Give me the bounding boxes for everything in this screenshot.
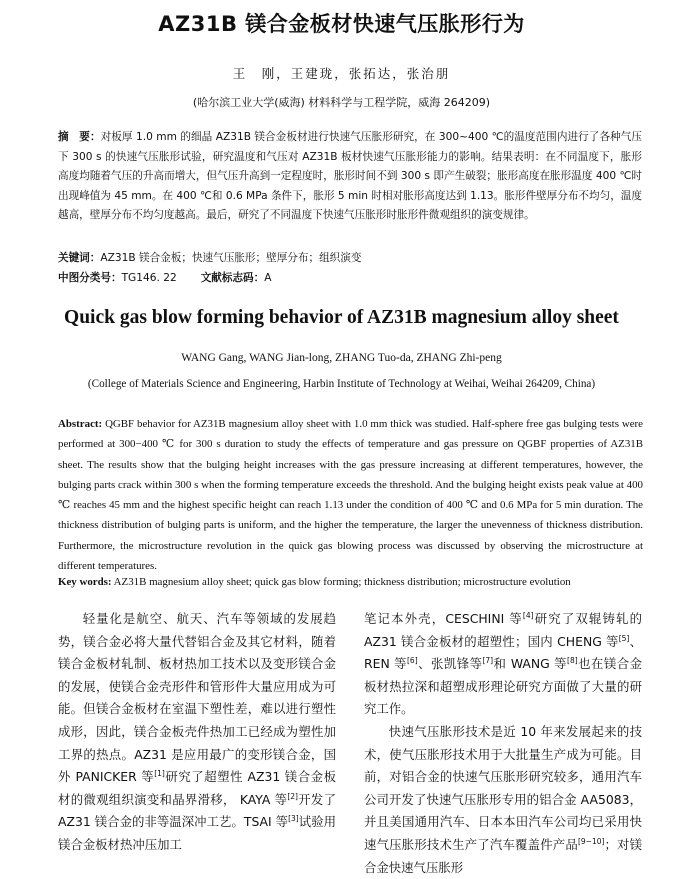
body-paragraph — [364, 721, 642, 879]
body-text: 、REN 等 — [364, 633, 643, 672]
abstract-en-text: QGBF behavior for AZ31B magnesium alloy sheet with 1.0 mm thick was studied. Half-sphere free gas bulging tests were performed at 300−400 ℃ for 300 s duration to study the effects of temperature and gas pressure on QGBF properties of AZ31B sheet. The results show that the bulging height increases with the gas pressure increasing at different temperatures, however, the bulging parts crack within 300 s when the forming temperature exceeds the threshold. And the bulging height exists peak value at 400 ℃ reaches 45 mm and the highest specific height can reach 1.13 under the condition of 400 ℃ and 0.6 MPa for 5 min duration. The thickness distribution of bulging parts is uniform, and the higher the temperature, the larger the unevenness of thickness distribution. Furthermore, the microstructure revolution in the quick gas blowing process was discussed by observing the microstructure at different temperatures. — [58, 418, 643, 573]
citation: [4] — [522, 611, 534, 620]
body-text: 也在镁合金板材热拉深和超塑成形理论研究方面做了大量的研究工作。 — [364, 656, 642, 717]
abstract-cn-text: 对板厚 1.0 mm 的细晶 AZ31B 镁合金板材进行快速气压胀形研究，在 300~400 ℃的温度范围内进行了各种气压下 300 s 的快速气压胀形试验，研究温度和气压对 AZ31B 板材快速气压胀形能力的影响。结果表明：在不同温度下，胀形高度均随着气压的升高而增大，但气压升高到一定程度时，胀形时间不到 300 s 即产生破裂；胀形高度在胀形温度 400 ℃时出现峰值为 45 mm。在 400 ℃和 0.6 MPa 条件下，胀形 5 min 时相对胀形高度达到 1.13。胀形件壁厚分布不均匀，温度越高，壁厚分布不均匀度越高。最后，研究了不同温度下快速气压胀形时胀形件微观组织的演变规律。 — [58, 131, 642, 222]
keywords-en-text: AZ31B magnesium alloy sheet; quick gas blow forming; thickness distribution; microstructure evolution — [113, 576, 571, 588]
keywords-en-label: Key words: — [58, 576, 112, 588]
citation: [7] — [482, 656, 494, 666]
body-text: 笔记本外壳，CESCHINI 等 — [364, 611, 523, 626]
body-text: 和 WANG 等 — [493, 656, 568, 672]
body-text: 研究了超塑性 AZ31 镁合金板材的微观组织演变和晶界滑移， KAYA 等 — [58, 769, 337, 807]
body-text: 开发了 AZ31 镁合金的非等温深冲工艺。TSAI 等 — [58, 791, 337, 830]
body-column-right — [364, 608, 642, 879]
authors-en: WANG Gang, WANG Jian-long, ZHANG Tuo-da, ZHANG Zhi-peng — [181, 352, 502, 364]
affiliation-en: (College of Materials Science and Engineering, Harbin Institute of Technology at Weihai, Weihai 264209, China) — [87, 378, 596, 390]
abstract-cn — [58, 128, 642, 226]
body-paragraph — [364, 608, 642, 721]
body-text: 研究了双辊铸轧的 AZ31 镁合金板材的超塑性；国内 CHENG 等 — [364, 611, 642, 649]
classification-line — [58, 269, 642, 288]
class-value: TG146. 22 — [121, 272, 177, 284]
keywords-cn-label: 关键词： — [58, 252, 101, 264]
body-column-left — [58, 608, 336, 857]
citation: [6] — [407, 656, 418, 666]
keywords-en — [58, 572, 643, 592]
citation: [1] — [154, 769, 165, 779]
body-paragraph — [58, 608, 336, 857]
body-text: ；对镁合金快速气压胀形 — [364, 836, 643, 875]
abstract-en-label: Abstract: — [58, 418, 103, 430]
abstract-en — [58, 414, 643, 576]
doc-code-label: 文献标志码： — [200, 272, 265, 284]
class-label: 中图分类号： — [58, 272, 122, 284]
body-text: 轻量化是航空、航天、汽车等领域的发展趋势，镁合金必将大量代替铝合金及其它材料，随着镁合金板材轧制、板材热加工技术以及变形镁合金的发展，使镁合金壳形件和管形件大量应用成为可能。但镁合金板材在室温下塑性差，难以进行塑性成形，因此，镁合金板壳件热加工已经成为塑性加工界的热点。AZ31 是应用最广的变形镁合金，国外 PANICKER 等 — [58, 611, 336, 785]
doc-code-value: A — [264, 272, 272, 284]
citation: [8] — [567, 656, 578, 666]
keywords-cn — [58, 249, 642, 268]
citation: [9−10] — [577, 836, 605, 846]
paper-title-en: Quick gas blow forming behavior of AZ31B magnesium alloy sheet — [64, 307, 619, 328]
citation: [2] — [287, 791, 298, 801]
body-text: 快速气压胀形技术是近 10 年来发展起来的技术，使气压胀形技术用于大批量生产成为可能。目前，对铝合金的快速气压胀形研究较多，通用汽车公司开发了快速气压胀形专用的铝合金 AA5083，并且美国通用汽车、日本本田汽车公司均已采用快速气压胀形技术生产了汽车覆盖件产品 — [364, 723, 642, 852]
affiliation-cn: (哈尔滨工业大学(威海) 材料科学与工程学院，威海 264209) — [192, 96, 491, 109]
body-text: 试验用镁合金板材热冲压加工 — [58, 814, 337, 852]
authors-cn: 王 刚，王建珑，张拓达，张治朋 — [232, 66, 451, 81]
body-text: 、张凯锋等 — [417, 656, 483, 672]
abstract-cn-label: 摘 要： — [58, 131, 101, 143]
citation: [5] — [618, 633, 630, 643]
paper-title-cn: AZ31B 镁合金板材快速气压胀形行为 — [158, 12, 525, 36]
citation: [3] — [288, 814, 299, 824]
keywords-cn-text: AZ31B 镁合金板；快速气压胀形；壁厚分布；组织演变 — [100, 252, 362, 264]
